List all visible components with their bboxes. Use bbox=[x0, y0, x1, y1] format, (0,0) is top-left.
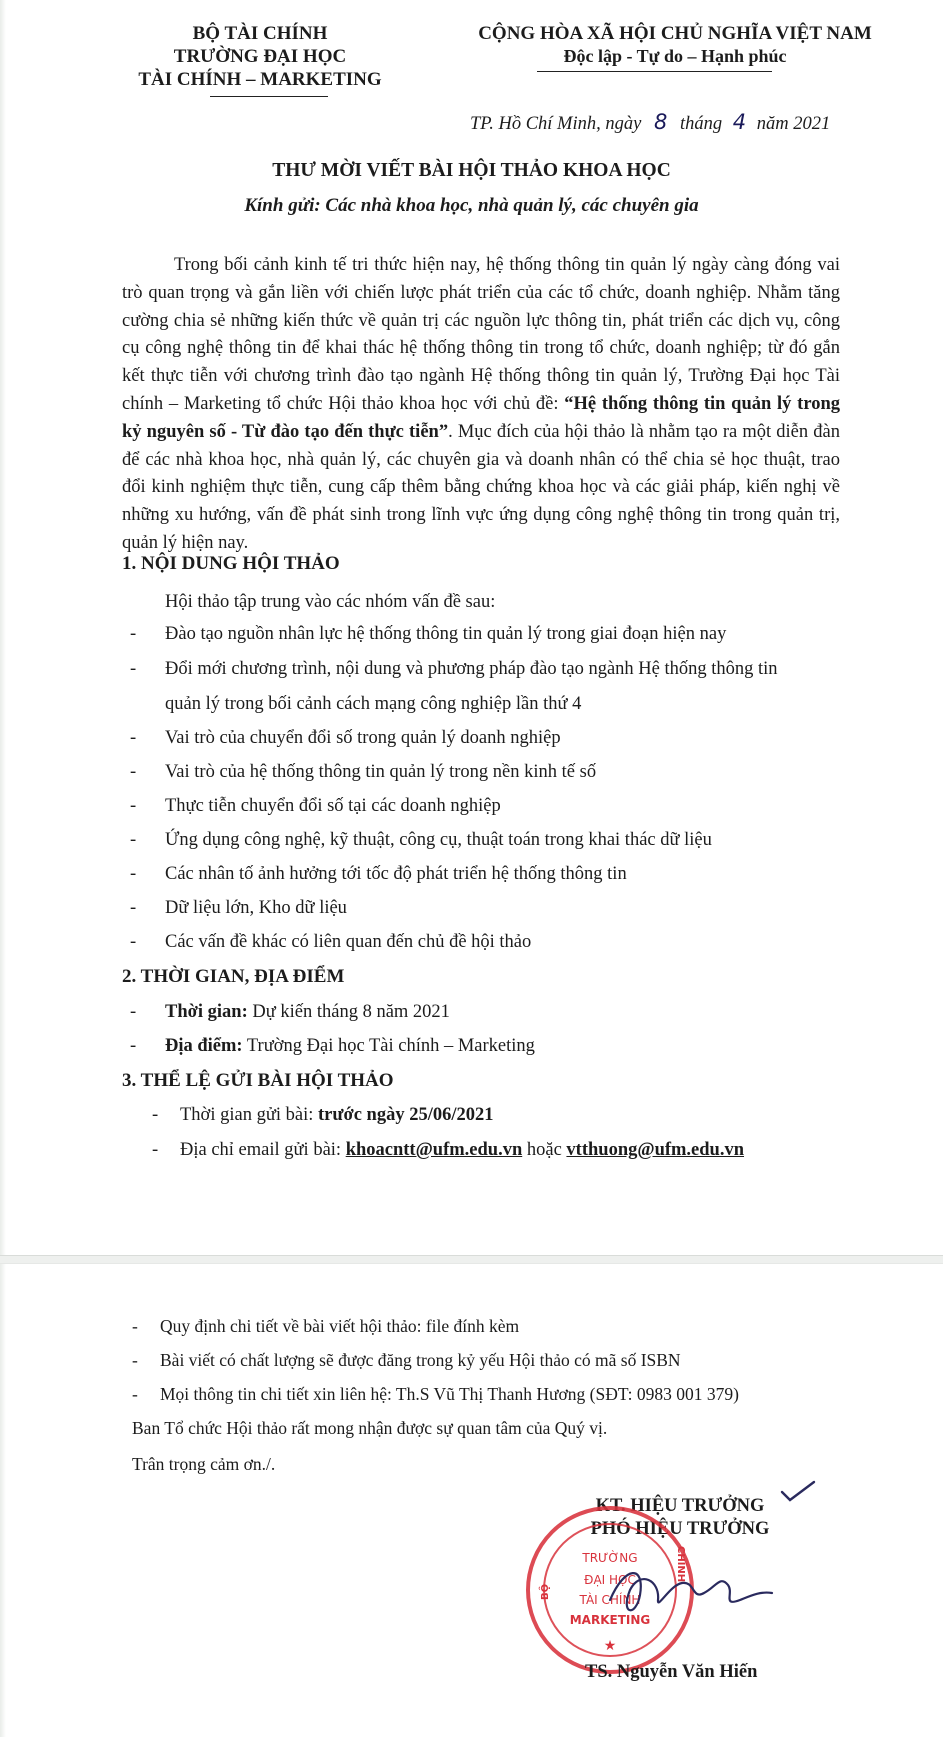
list-item-continuation: quản lý trong bối cảnh cách mạng công nghiệp lần thứ 4 bbox=[165, 694, 582, 714]
deadline-label: Thời gian gửi bài: bbox=[180, 1105, 318, 1125]
section2-heading: 2. THỜI GIAN, ĐỊA ĐIỂM bbox=[122, 966, 345, 987]
list-bullet: - bbox=[130, 1036, 137, 1056]
ministry-name: BỘ TÀI CHÍNH bbox=[192, 23, 328, 44]
event-place-label: Địa điểm: bbox=[165, 1036, 243, 1056]
date-prefix: TP. Hồ Chí Minh, ngày bbox=[470, 114, 642, 134]
approval-tick-icon bbox=[778, 1478, 818, 1508]
list-bullet: - bbox=[130, 898, 137, 918]
header-right-underline bbox=[537, 71, 772, 72]
list-bullet: - bbox=[132, 1316, 138, 1336]
list-bullet: - bbox=[152, 1140, 159, 1160]
date-month: 4 bbox=[732, 110, 747, 134]
event-time bbox=[165, 1002, 450, 1023]
university-line1: TRƯỜNG ĐẠI HỌC bbox=[173, 46, 347, 67]
university-line2: TÀI CHÍNH – MARKETING bbox=[138, 69, 382, 90]
header-left-underline bbox=[210, 96, 328, 97]
list-bullet: - bbox=[132, 1350, 138, 1370]
date-line bbox=[470, 110, 830, 135]
list-bullet: - bbox=[130, 659, 137, 679]
section3-heading: 3. THỂ LỆ GỬI BÀI HỘI THẢO bbox=[122, 1070, 394, 1091]
closing-thanks: Trân trọng cảm ơn./. bbox=[132, 1454, 276, 1474]
email-label: Địa chỉ email gửi bài: bbox=[180, 1140, 346, 1160]
intro-paragraph bbox=[122, 252, 840, 558]
header-left bbox=[130, 22, 390, 91]
section1-heading: 1. NỘI DUNG HỘI THẢO bbox=[122, 553, 340, 574]
seal-line1: TRƯỜNG bbox=[582, 1551, 638, 1565]
signer-name: TS. Nguyễn Văn Hiến bbox=[585, 1662, 758, 1682]
seal-ring-right: CHÍNH bbox=[675, 1546, 686, 1583]
list-item: Quy định chi tiết về bài viết hội thảo: file đính kèm bbox=[160, 1316, 520, 1336]
list-item: Ứng dụng công nghệ, kỹ thuật, công cụ, thuật toán trong khai thác dữ liệu bbox=[165, 830, 712, 850]
list-bullet: - bbox=[152, 1105, 159, 1125]
list-item: Dữ liệu lớn, Kho dữ liệu bbox=[165, 898, 347, 918]
list-item: Vai trò của hệ thống thông tin quản lý trong nền kinh tế số bbox=[165, 762, 597, 782]
list-bullet: - bbox=[130, 796, 137, 816]
email-link-primary[interactable]: khoacntt@ufm.edu.vn bbox=[345, 1140, 523, 1160]
list-item: Các vấn đề khác có liên quan đến chủ đề hội thảo bbox=[165, 932, 532, 952]
event-place-value: Trường Đại học Tài chính – Marketing bbox=[242, 1036, 535, 1056]
event-time-value: Dự kiến tháng 8 năm 2021 bbox=[247, 1002, 450, 1022]
list-item: Vai trò của chuyển đổi số trong quản lý doanh nghiệp bbox=[165, 728, 561, 748]
intro-part1: Trong bối cảnh kinh tế tri thức hiện nay, hệ thống thông tin quản lý ngày càng đóng vai trò quan trọng và gắn liền với chiến lược phát triển của các tổ chức, doanh nghiệp. Nhằm tăng cường chia sẻ những kiến thức về quản trị các nguồn lực thông tin, phát triển các dịch vụ, công cụ công nghệ thông tin để khai thác hệ thống thông tin trong tổ chức, doanh nghiệp; từ đó gắn kết thực tiễn với chương trình đào tạo ngành Hệ thống thông tin quản lý, Trường Đại học Tài chính – Marketing tổ chức Hội thảo khoa học với chủ đề: bbox=[122, 255, 840, 414]
conference-theme: “Hệ thống thông tin quản lý trong kỷ nguyên số - Từ đào tạo đến thực tiễn” bbox=[122, 393, 841, 442]
list-bullet: - bbox=[132, 1384, 138, 1404]
email-link-secondary[interactable]: vtthuong@ufm.edu.vn bbox=[566, 1140, 745, 1160]
seal-star-icon: ★ bbox=[603, 1638, 617, 1654]
date-month-word: tháng bbox=[679, 114, 723, 134]
page-break bbox=[0, 1255, 943, 1264]
signature-title-line2: PHÓ HIỆU TRƯỞNG bbox=[590, 1519, 770, 1539]
intro-part2: . Mục đích của hội thảo là nhằm tạo ra một diễn đàn để các nhà khoa học, nhà quản lý, các chuyên gia và doanh nhân có thể chia sẻ học thuật, trao đổi kinh nghiệm thực tiễn, cung cấp thêm bằng chứng khoa học và các giải pháp, kiến nghị về những xu hướng, vấn đề phát sinh trong lĩnh vực ứng dụng công nghệ thông tin trong quản trị, quản lý hiện nay. bbox=[122, 421, 840, 553]
seal-line4: MARKETING bbox=[569, 1613, 651, 1627]
list-item: Các nhân tố ảnh hưởng tới tốc độ phát triển hệ thống thông tin bbox=[165, 864, 627, 884]
closing-line: Ban Tổ chức Hội thảo rất mong nhận được sự quan tâm của Quý vị. bbox=[132, 1418, 608, 1438]
list-bullet: - bbox=[130, 762, 137, 782]
handwritten-signature bbox=[600, 1545, 790, 1635]
document-title: THƯ MỜI VIẾT BÀI HỘI THẢO KHOA HỌC bbox=[272, 160, 671, 181]
list-item: Thực tiễn chuyển đổi số tại các doanh nghiệp bbox=[165, 796, 501, 816]
list-item: Bài viết có chất lượng sẽ được đăng trong kỷ yếu Hội thảo có mã số ISBN bbox=[160, 1350, 681, 1370]
list-item: Đào tạo nguồn nhân lực hệ thống thông tin quản lý trong giai đoạn hiện nay bbox=[165, 624, 727, 644]
list-bullet: - bbox=[130, 864, 137, 884]
event-time-label: Thời gian: bbox=[165, 1002, 248, 1022]
list-bullet: - bbox=[130, 624, 137, 644]
seal-ring-left: BỘ bbox=[540, 1583, 551, 1600]
list-bullet: - bbox=[130, 932, 137, 952]
national-name: CỘNG HÒA XÃ HỘI CHỦ NGHĨA VIỆT NAM bbox=[478, 23, 872, 44]
deadline-value: trước ngày 25/06/2021 bbox=[317, 1105, 494, 1125]
section1-lead: Hội thảo tập trung vào các nhóm vấn đề sau: bbox=[165, 592, 496, 612]
signature-title-line1: KT. HIỆU TRƯỞNG bbox=[595, 1496, 765, 1516]
list-bullet: - bbox=[130, 728, 137, 748]
list-item: Mọi thông tin chi tiết xin liên hệ: Th.S Vũ Thị Thanh Hương (SĐT: 0983 001 379) bbox=[160, 1384, 739, 1404]
event-place bbox=[165, 1036, 535, 1057]
seal-line3: TÀI CHÍNH bbox=[579, 1593, 641, 1607]
list-bullet: - bbox=[130, 830, 137, 850]
salutation: Kính gửi: Các nhà khoa học, nhà quản lý, các chuyên gia bbox=[244, 195, 699, 216]
national-motto: Độc lập - Tự do – Hạnh phúc bbox=[563, 46, 787, 66]
date-day: 8 bbox=[653, 110, 668, 134]
seal-line2: ĐẠI HỌC bbox=[584, 1573, 636, 1587]
date-year: năm 2021 bbox=[756, 114, 831, 134]
header-right bbox=[435, 22, 915, 68]
email-or: hoặc bbox=[522, 1140, 567, 1160]
list-item: Đổi mới chương trình, nội dung và phương pháp đào tạo ngành Hệ thống thông tin bbox=[165, 659, 778, 679]
list-bullet: - bbox=[130, 1002, 137, 1022]
submission-email bbox=[180, 1140, 744, 1161]
submission-deadline bbox=[180, 1105, 493, 1126]
scan-edge-shadow bbox=[0, 0, 6, 1737]
